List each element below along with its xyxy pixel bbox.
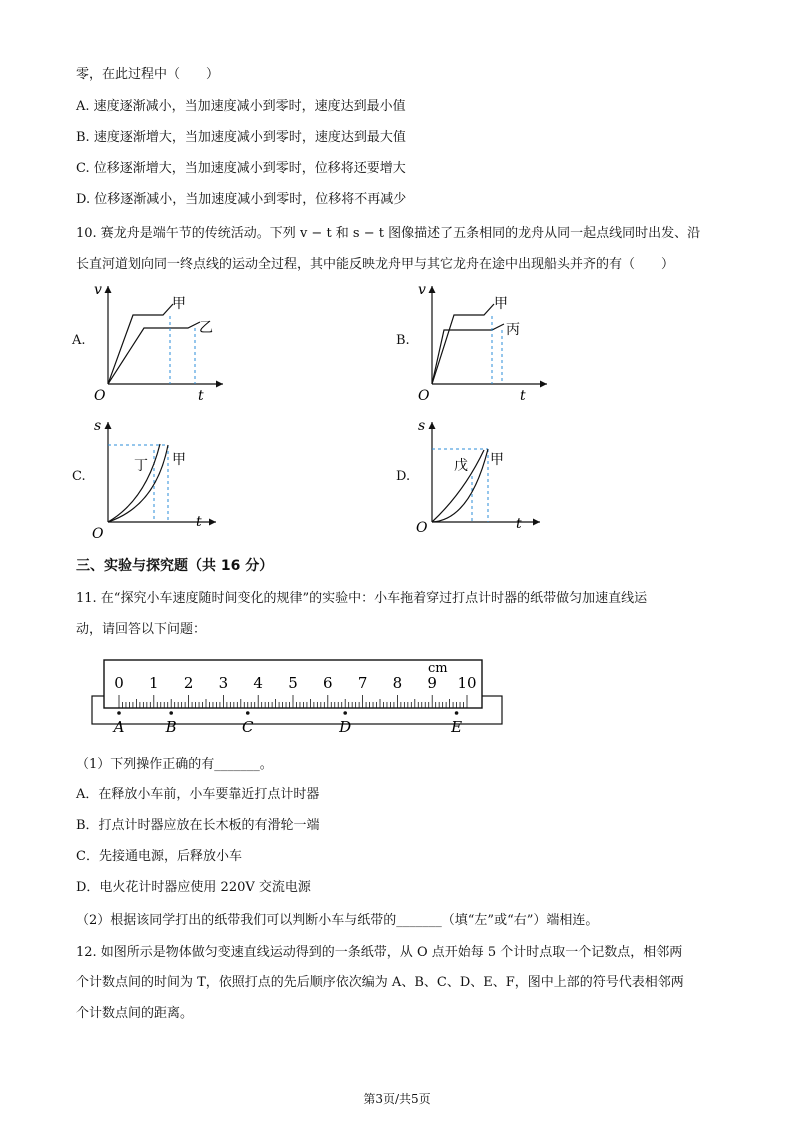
ruler-number: 6 <box>323 674 333 692</box>
graph-b-bing-label: 丙 <box>506 322 520 338</box>
graph-a-curve-yi <box>108 322 200 384</box>
q10-line2: 长直河道划向同一终点线的运动全过程，其中能反映龙舟甲与其它龙舟在途中出现船头并齐的有（ ） <box>76 257 675 272</box>
graph-a-origin: O <box>94 388 106 404</box>
ruler-number: 5 <box>288 674 298 692</box>
ruler-number: 2 <box>183 674 194 692</box>
q9-stem-end: 零，在此过程中（ ） <box>76 67 220 82</box>
ruler-number: 10 <box>457 674 477 692</box>
tape-point-dot <box>117 711 121 715</box>
graph-d-xaxis: t <box>516 516 522 532</box>
tape-point-dot <box>343 711 347 715</box>
q11-option-b: B．打点计时器应放在长木板的有滑轮一端 <box>76 818 320 833</box>
graph-d-label: D. <box>396 469 411 484</box>
q11-sub2: （2）根据该同学打出的纸带我们可以判断小车与纸带的_______（填“左”或“右”）端相连。 <box>76 913 599 928</box>
ruler-number: 7 <box>357 674 368 692</box>
tape-point-dot <box>246 711 250 715</box>
graph-c-curve-ding <box>108 444 160 522</box>
q11-line2: 动，请回答以下问题： <box>76 622 207 637</box>
tape-point-label: B <box>165 718 177 736</box>
graph-a-yaxis: v <box>94 282 102 298</box>
q12-line2: 个计数点间的时间为 T，依照打点的先后顺序依次编为 A、B、C、D、E、F，图中上部的符号代表相邻两 <box>76 975 684 990</box>
tape-point-label: C <box>242 718 254 736</box>
q10-line1: 10. 赛龙舟是端午节的传统活动。下列 v − t 和 s − t 图像描述了五条相同的龙舟从同一起点线同时出发、沿 <box>76 226 701 241</box>
graph-b-label: B. <box>396 333 410 348</box>
graph-c-yaxis: s <box>94 418 102 434</box>
q9-option-d: D. 位移逐渐减小，当加速度减小到零时，位移将不再减少 <box>76 192 407 207</box>
graph-b-curve-bing <box>432 324 504 384</box>
graph-b-xaxis: t <box>520 388 526 404</box>
graph-a-curve-jia <box>108 304 173 384</box>
graph-d-jia-label: 甲 <box>490 452 504 468</box>
q11-sub1: （1）下列操作正确的有_______。 <box>76 757 273 772</box>
graph-b-origin: O <box>418 388 430 404</box>
graph-a-yi-label: 乙 <box>199 320 213 336</box>
ruler-number: 0 <box>114 674 124 692</box>
graph-c-jia-label: 甲 <box>172 452 186 468</box>
graph-c-origin: O <box>92 526 104 542</box>
ruler-number: 1 <box>149 674 159 692</box>
q12-line3: 个计数点间的距离。 <box>76 1006 194 1021</box>
graph-a-jia-label: 甲 <box>172 296 186 312</box>
graph-d-wu-label: 戊 <box>454 458 468 474</box>
tape-point-label: E <box>451 718 463 736</box>
q11-line1: 11. 在“探究小车速度随时间变化的规律”的实验中：小车拖着穿过打点计时器的纸带做匀加速直线运 <box>76 591 648 606</box>
q9-option-c: C. 位移逐渐增大，当加速度减小到零时，位移将还要增大 <box>76 161 406 176</box>
ruler-number: 9 <box>427 674 437 692</box>
tape-point-dot <box>455 711 459 715</box>
graph-b-yaxis: v <box>418 282 426 298</box>
q11-option-c: C．先接通电源，后释放小车 <box>76 849 242 864</box>
graph-b <box>412 278 562 406</box>
tape-point-dot <box>169 711 173 715</box>
ruler-number: 3 <box>218 674 229 692</box>
q11-option-a: A．在释放小车前，小车要靠近打点计时器 <box>76 787 320 802</box>
section-title: 三、实验与探究题（共 16 分） <box>76 558 274 574</box>
ruler-unit: cm <box>428 661 448 676</box>
ruler-figure <box>88 656 508 738</box>
graph-c <box>88 412 238 542</box>
graph-c-label: C. <box>72 469 86 484</box>
ruler-number: 4 <box>253 674 263 692</box>
graph-c-xaxis: t <box>196 514 202 530</box>
page-footer: 第3页/共5页 <box>363 1092 431 1106</box>
q9-option-a: A. 速度逐渐减小，当加速度减小到零时，速度达到最小值 <box>76 99 406 114</box>
graph-c-curve-jia <box>108 445 168 522</box>
graph-c-ding-label: 丁 <box>134 458 148 474</box>
graph-a-xaxis: t <box>198 388 204 404</box>
q9-option-b: B. 速度逐渐增大，当加速度减小到零时，速度达到最大值 <box>76 130 406 145</box>
graph-d-origin: O <box>416 520 428 536</box>
q11-option-d: D．电火花计时器应使用 220V 交流电源 <box>76 880 311 895</box>
graph-d-yaxis: s <box>418 418 426 434</box>
graph-b-jia-label: 甲 <box>494 296 508 312</box>
graph-d <box>412 412 562 542</box>
graph-a <box>88 278 238 406</box>
tape-point-label: A <box>113 718 125 736</box>
ruler-number: 8 <box>392 674 403 692</box>
tape-point-label: D <box>339 718 352 736</box>
q12-line1: 12. 如图所示是物体做匀变速直线运动得到的一条纸带，从 O 点开始每 5 个计时点取一个记数点，相邻两 <box>76 945 683 960</box>
graph-a-label: A. <box>72 333 86 348</box>
